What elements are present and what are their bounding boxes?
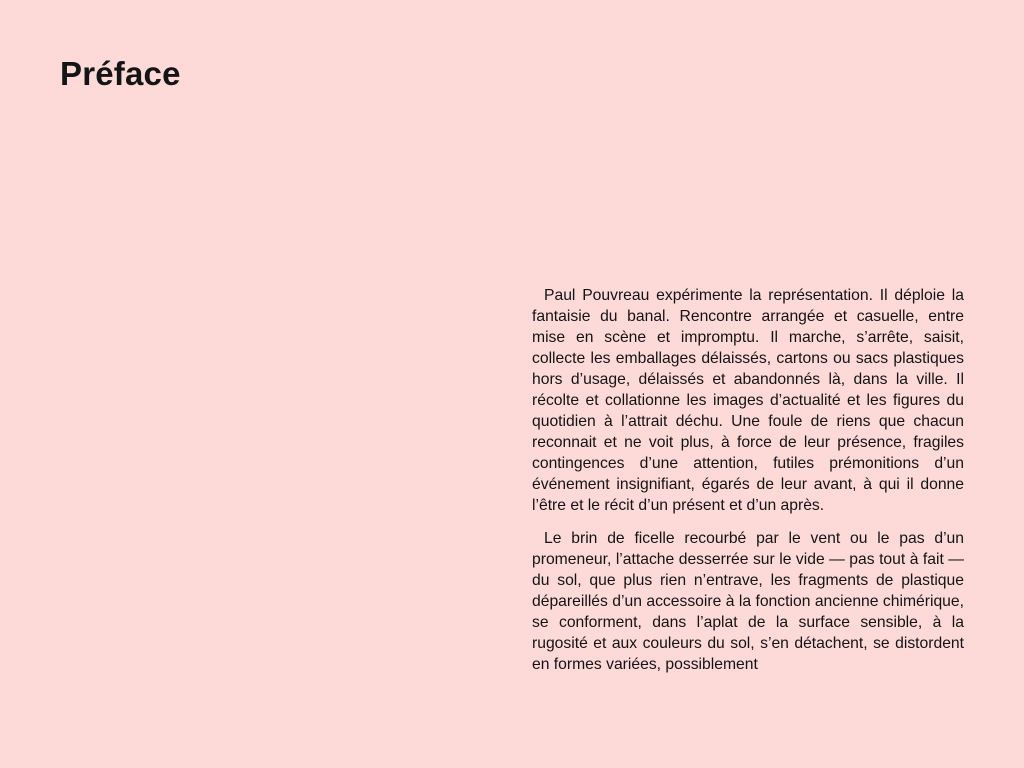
preface-body [532, 285, 964, 687]
paragraph-1: Paul Pouvreau expérimente la représentation. Il déploie la fantaisie du banal. Rencontre arrangée et casuelle, entre mise en scène et impromptu. Il marche, s’arrête, saisit, collecte les emballages délaissés, cartons ou sacs plastiques hors d’usage, délaissés et abandonnés là, dans la ville. Il récolte et collationne les images d’actualité et les figures du quotidien à l’attrait déchu. Une foule de riens que chacun reconnait et ne voit plus, à force de leur présence, fragiles contingences d’une attention, futiles prémonitions d’un événement insignifiant, égarés de leur avant, à qui il donne l’être et le récit d’un présent et d’un après. [532, 287, 964, 514]
paragraph-2: Le brin de ficelle recourbé par le vent ou le pas d’un promeneur, l’attache desserrée sur le vide — pas tout à fait — du sol, que plus rien n’entrave, les fragments de plastique dépareillés d’un accessoire à la fonction ancienne chimérique, se conforment, dans l’aplat de la surface sensible, à la rugosité et aux couleurs du sol, s’en détachent, se distordent en formes variées, possiblement [532, 530, 964, 673]
page-title: Préface [60, 55, 181, 92]
